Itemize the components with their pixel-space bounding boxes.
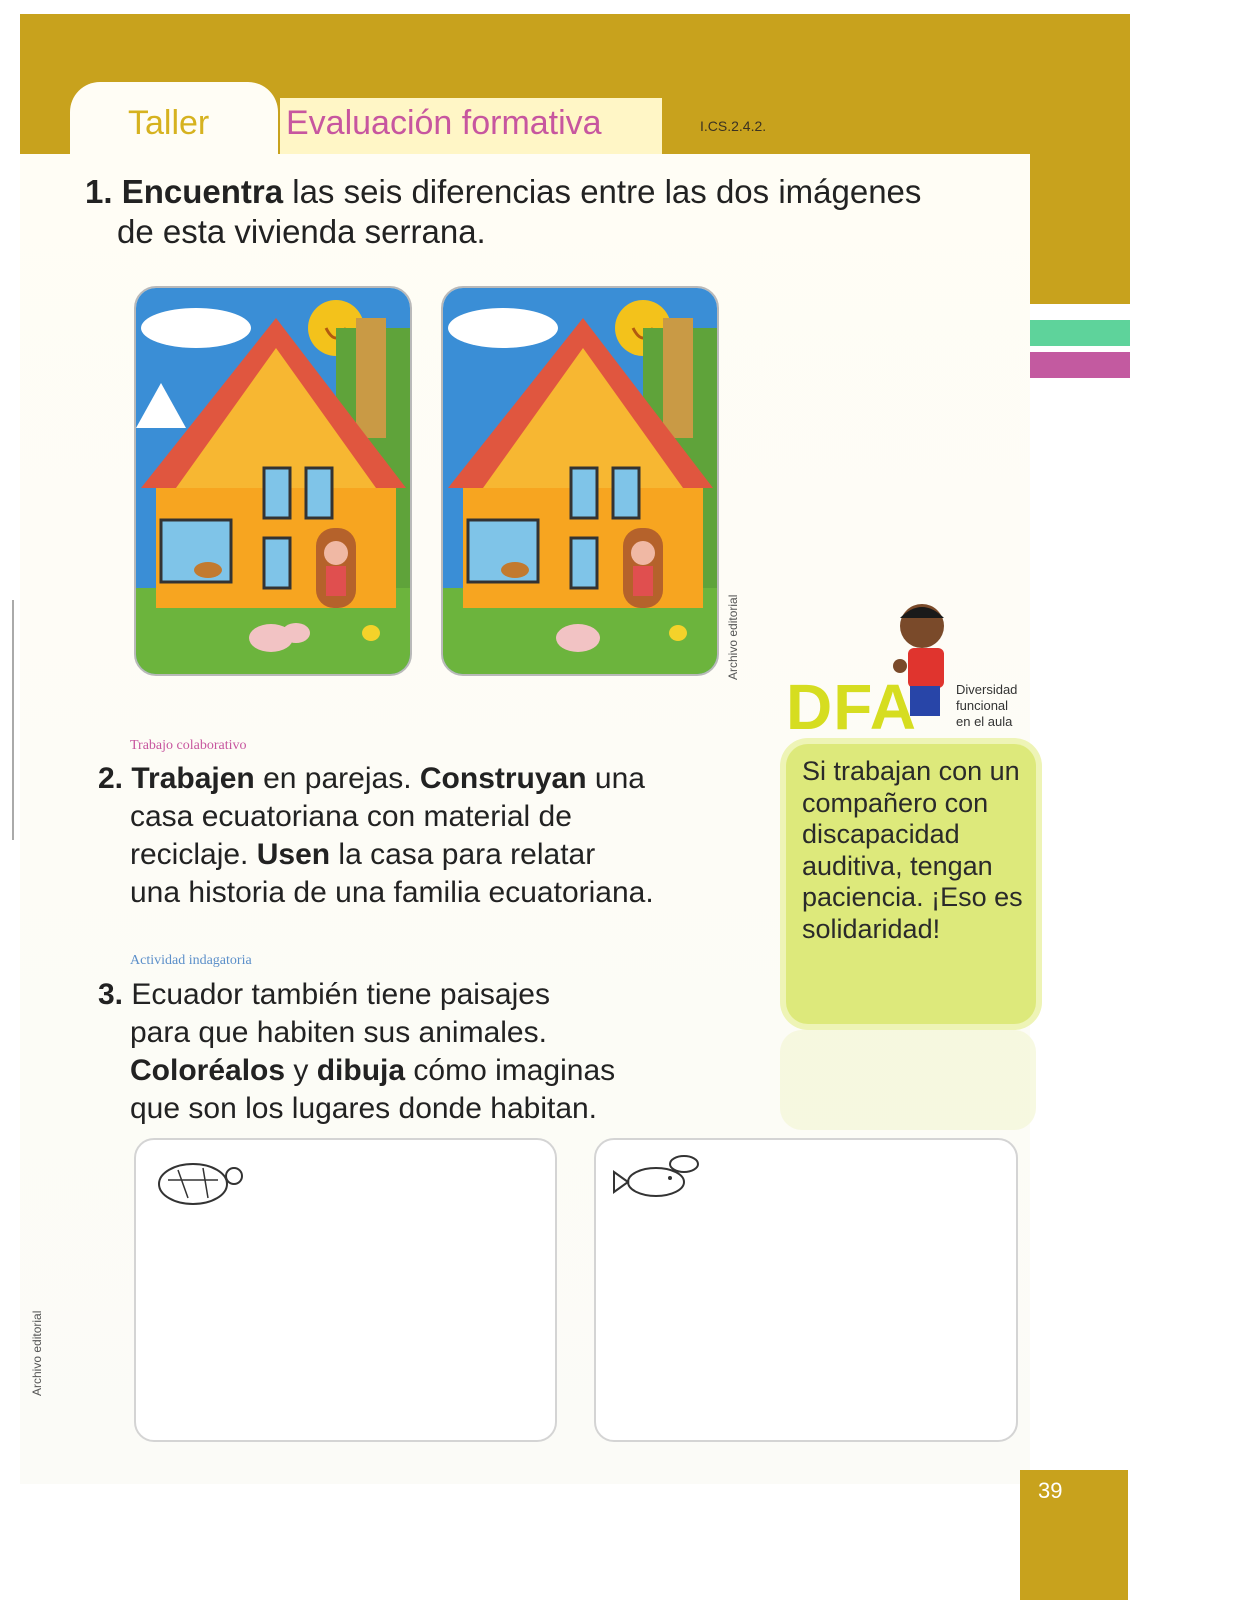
question-1-number: 1. [85, 173, 113, 210]
dfa-sub-line1: Diversidad [956, 682, 1018, 697]
question-3-verb2: dibuja [316, 1054, 406, 1087]
question-2-line3-post: la casa para relatar [330, 838, 596, 871]
dfa-title: DFA [786, 671, 917, 743]
question-1-line2: de esta vivienda serrana. [117, 213, 486, 250]
question-2-line3-pre: reciclaje. [130, 838, 257, 871]
tortoise-icon [148, 1150, 248, 1210]
green-stripe [1030, 320, 1130, 346]
fish-icon [606, 1148, 706, 1208]
right-gold-band [1030, 14, 1130, 304]
house-image-left [134, 286, 412, 676]
question-2-text2: una [586, 762, 645, 795]
question-2-verb1: Trabajen [131, 762, 255, 795]
tab-taller [70, 82, 278, 154]
image-credit: Archivo editorial [726, 594, 740, 680]
question-2-line3 [98, 836, 798, 874]
label-actividad-indagatoria: Actividad indagatoria [130, 953, 252, 968]
question-3-line3 [98, 1052, 798, 1090]
question-2-line2: casa ecuatoriana con material de [130, 800, 572, 833]
question-2-text1: en parejas. [254, 762, 420, 795]
page-number: 39 [1038, 1478, 1063, 1503]
question-2-number: 2. [98, 762, 124, 795]
page-number-tab [1020, 1470, 1128, 1600]
question-3-text1: y [285, 1054, 317, 1087]
question-3-verb1: Coloréalos [130, 1054, 286, 1087]
question-3-line2: para que habiten sus animales. [130, 1016, 547, 1049]
question-3-number: 3. [98, 978, 124, 1011]
question-3 [98, 976, 798, 1128]
house-image-right [441, 286, 719, 676]
pink-stripe [1030, 352, 1130, 378]
dfa-note-box [786, 744, 1036, 1024]
question-1 [85, 172, 985, 252]
tab-taller-label: Taller [128, 104, 210, 142]
drawing-area-fish[interactable] [594, 1138, 1018, 1442]
question-3-text2: cómo imaginas [405, 1054, 616, 1087]
tab-evaluacion-label: Evaluación formativa [286, 104, 602, 142]
question-2 [98, 760, 798, 912]
question-1-verb: Encuentra [121, 173, 284, 210]
question-1-text: las seis diferencias entre las dos imágenes [283, 173, 922, 210]
binding-line [12, 600, 14, 840]
dfa-glow [780, 1030, 1036, 1130]
dfa-note-text: Si trabajan con un compañero con discapacidad auditiva, tengan paciencia. ¡Eso es solidaridad! [802, 756, 1023, 944]
side-credit: Archivo editorial [30, 1310, 44, 1396]
tab-evaluacion [280, 98, 662, 154]
dfa-sub-line3: en el aula [956, 714, 1013, 729]
dfa-sub-line2: funcional [956, 698, 1009, 713]
question-2-verb3: Usen [256, 838, 331, 871]
label-trabajo-colaborativo: Trabajo colaborativo [130, 738, 247, 753]
dfa-subtitle [956, 682, 1017, 730]
question-3-line4: que son los lugares donde habitan. [130, 1092, 598, 1125]
question-2-line4: una historia de una familia ecuatoriana. [130, 876, 654, 909]
skill-code: I.CS.2.4.2. [700, 118, 767, 134]
drawing-area-tortoise[interactable] [134, 1138, 557, 1442]
question-3-line1: Ecuador también tiene paisajes [123, 978, 550, 1011]
question-2-verb2: Construyan [419, 762, 587, 795]
